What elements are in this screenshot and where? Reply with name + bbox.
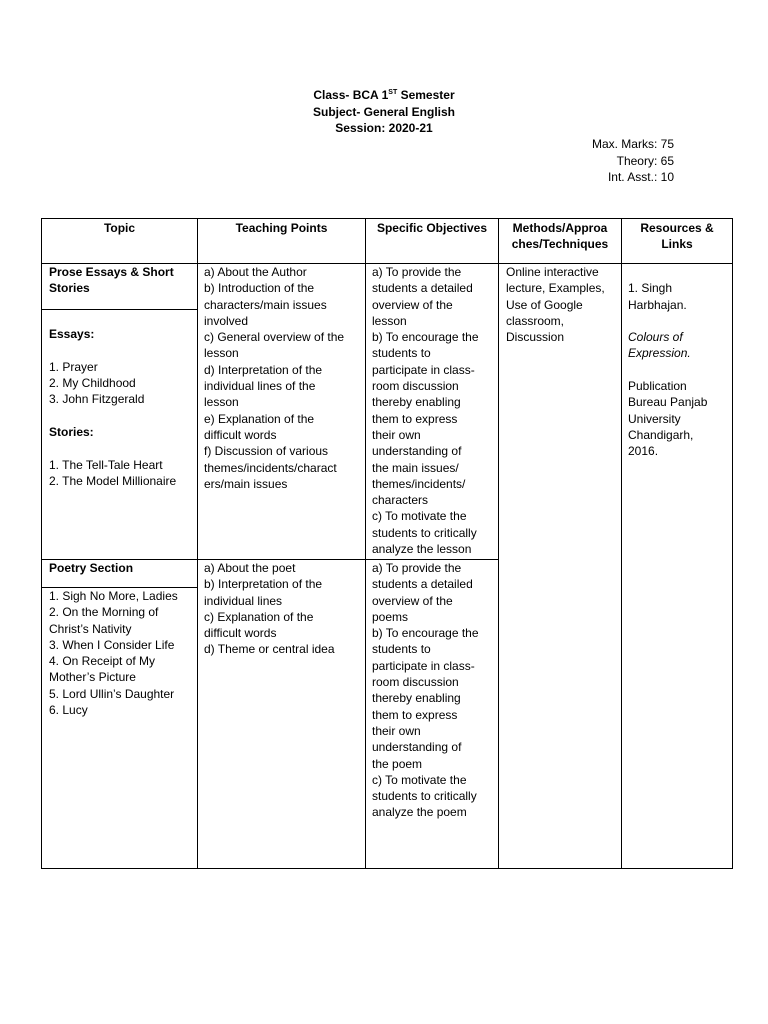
- prose-topic-list: [49, 310, 195, 506]
- methods-text: Online interactive lecture, Examples, Use of Google classroom, Discussion: [506, 265, 605, 345]
- max-marks: Max. Marks: 75: [591, 137, 674, 151]
- header-methods: Methods/Approa ches/Techniques: [511, 221, 609, 252]
- theory-marks: Theory: 65: [616, 153, 674, 168]
- poetry-topic-list: 1. Sigh No More, Ladies 2. On the Morning of Christ’s Nativity 3. When I Consider Life 4. On Receipt of My Mother’s Picture 5. Lord Ullin’s Daughter 6. Lucy: [49, 589, 178, 718]
- subject-line: Subject- General English: [312, 104, 456, 119]
- resource-author: 1. Singh Harbhajan.: [628, 281, 687, 312]
- column-divider: [498, 219, 499, 868]
- poetry-objectives: a) To provide the students a detailed overview of the poems b) To encourage the students to participate in class- room discussion thereby enabling them to express their own understanding of the poem c) To motivate the students to critically analyze the poem: [372, 561, 479, 820]
- lesson-plan-table: [41, 218, 733, 869]
- internal-marks: Int. Asst.: 10: [607, 170, 674, 184]
- stories-list: 1. The Tell-Tale Heart 2. The Model Millionaire: [49, 457, 177, 488]
- session-line: Session: 2020-21: [335, 121, 433, 135]
- header-objectives: Specific Objectives: [376, 221, 488, 235]
- poetry-section-title: Poetry Section: [49, 561, 134, 575]
- column-divider: [197, 219, 198, 868]
- essays-list: 1. Prayer 2. My Childhood 3. John Fitzgerald: [49, 359, 145, 407]
- resource-publisher: Publication Bureau Panjab University Chandigarh, 2016.: [628, 379, 708, 459]
- header-teaching-points: Teaching Points: [235, 221, 328, 235]
- document-header: [0, 87, 768, 137]
- class-text: Class- BCA 1: [313, 88, 389, 102]
- essays-label: Essays:: [49, 327, 95, 342]
- class-superscript: ST: [388, 89, 398, 96]
- prose-teaching-points: a) About the Author b) Introduction of the characters/main issues involved c) General overview of the lesson d) Interpretation of the individual lines of the lesson e) Explanation of the difficult words f) Discussion of various themes/incidents/charact ers/main issues: [204, 265, 345, 491]
- resource-book-title: Colours of Expression.: [628, 330, 691, 361]
- poetry-teaching-points: a) About the poet b) Interpretation of the individual lines c) Explanation of the difficult words d) Theme or central idea: [204, 561, 335, 657]
- header-resources: Resources & Links: [640, 221, 714, 252]
- marks-block: [592, 136, 674, 186]
- class-line: [0, 87, 768, 104]
- prose-section-title: Prose Essays & Short Stories: [49, 265, 174, 296]
- stories-label: Stories:: [49, 425, 94, 440]
- class-suffix: Semester: [397, 88, 455, 102]
- column-divider: [365, 219, 366, 868]
- header-topic: Topic: [103, 221, 136, 235]
- column-divider: [621, 219, 622, 868]
- prose-objectives: a) To provide the students a detailed overview of the lesson b) To encourage the students to participate in class- room discussion thereby enabling them to express their own understanding of the main issues/ themes/incidents/ characters c) To motivate the students to critically analyze the lesson: [372, 265, 479, 557]
- resources-text: [628, 264, 732, 476]
